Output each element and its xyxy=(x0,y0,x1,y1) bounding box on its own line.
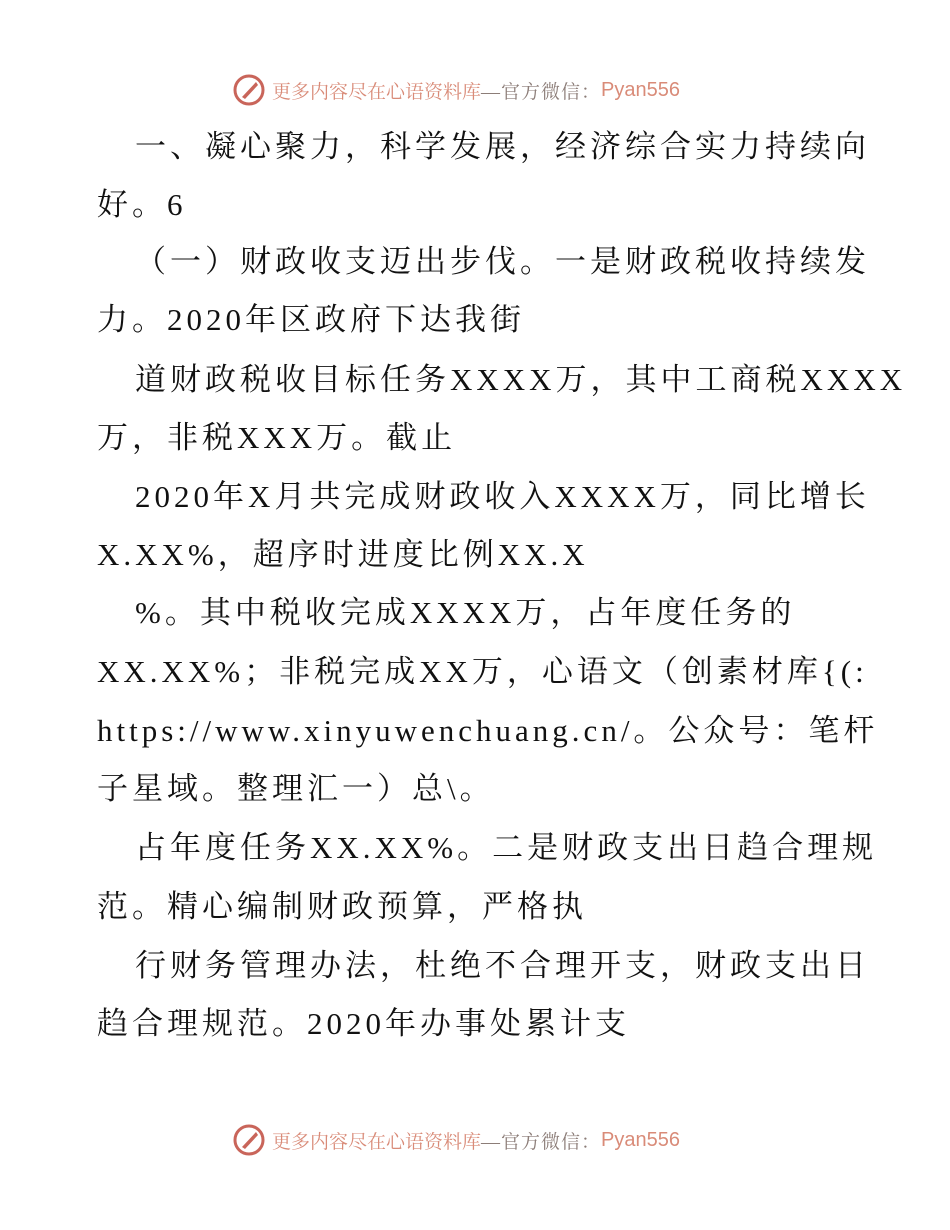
text-line: 行财务管理办法，杜绝不合理开支，财政支出日 xyxy=(135,948,870,983)
text-line: 万，非税XXX万。截止 xyxy=(97,420,457,455)
text-line: 道财政税收目标任务XXXX万，其中工商税XXXX xyxy=(135,362,907,397)
text-line: 范。精心编制财政预算，严格执 xyxy=(97,889,587,924)
text-line: 2020年X月共完成财政收入XXXX万，同比增长 xyxy=(135,479,870,514)
watermark-wechat-id: Pyan556 xyxy=(601,1128,680,1151)
text-line: X.XX%，超序时进度比例XX.X xyxy=(97,537,589,572)
pen-logo-icon xyxy=(232,1123,266,1157)
header-watermark xyxy=(232,70,680,110)
text-line: %。其中税收完成XXXX万，占年度任务的 xyxy=(135,595,796,630)
text-line: 好。6 xyxy=(97,187,187,222)
text-line: XX.XX%；非税完成XX万，心语文（创素材库{(: xyxy=(97,654,868,689)
text-line: 子星域。整理汇一）总\。 xyxy=(97,771,495,806)
watermark-text-2: —官方微信： xyxy=(481,81,602,103)
watermark-wechat-id: Pyan556 xyxy=(601,78,680,101)
watermark-text-1: 更多内容尽在心语资料库 xyxy=(272,81,482,103)
text-line: 一、凝心聚力，科学发展，经济综合实力持续向 xyxy=(135,129,870,164)
watermark-text-1: 更多内容尽在心语资料库 xyxy=(272,1131,482,1153)
footer-watermark xyxy=(232,1120,680,1160)
text-line: 力。2020年区政府下达我街 xyxy=(97,302,525,337)
watermark-text-2: —官方微信： xyxy=(481,1131,602,1153)
text-line: （一）财政收支迈出步伐。一是财政税收持续发 xyxy=(135,244,870,279)
text-line: 趋合理规范。2020年办事处累计支 xyxy=(97,1006,630,1041)
text-line: https://www.xinyuwenchuang.cn/。公众号：笔杆 xyxy=(97,713,879,748)
text-line: 占年度任务XX.XX%。二是财政支出日趋合理规 xyxy=(135,830,878,865)
pen-logo-icon xyxy=(232,73,266,107)
